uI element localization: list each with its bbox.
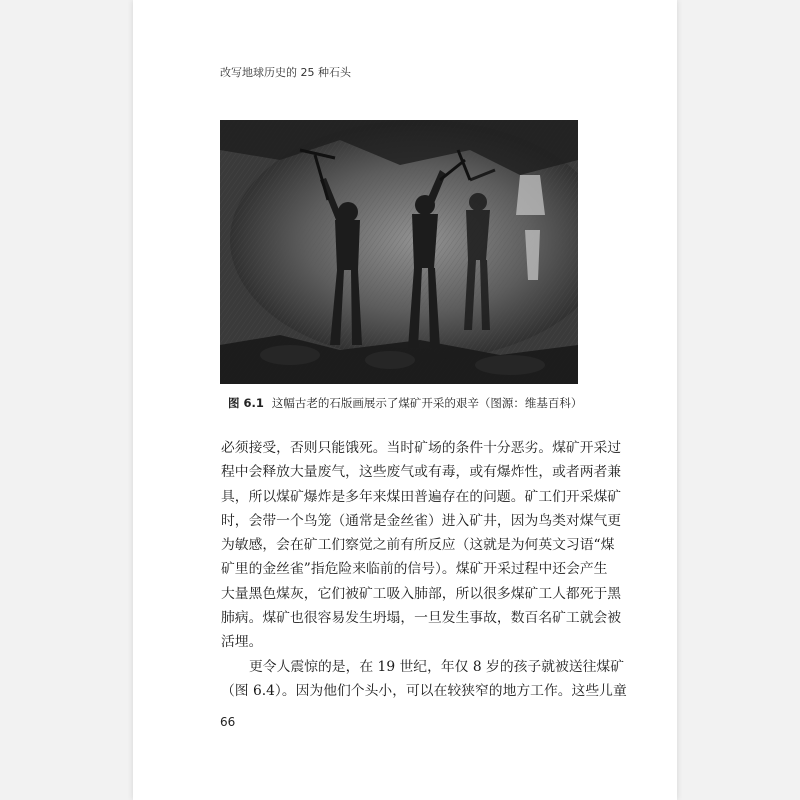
page-number: 66 — [220, 715, 236, 729]
body-line: 程中会释放大量废气，这些废气或有毒，或有爆炸性，或者两者兼 — [221, 464, 622, 481]
body-line: 更令人震惊的是，在 19 世纪，年仅 8 岁的孩子就被送往煤矿 — [249, 658, 625, 675]
body-line: （图 6.4）。因为他们个头小，可以在较狭窄的地方工作。这些儿童 — [221, 682, 627, 699]
body-line: 时，会带一个鸟笼（通常是金丝雀）进入矿井，因为鸟类对煤气更 — [221, 512, 622, 529]
book-page — [133, 0, 677, 800]
lithograph-figure — [220, 120, 578, 384]
figure-label: 图 6.1 — [228, 396, 264, 410]
figure-caption-text: 这幅古老的石版画展示了煤矿开采的艰辛（图源：维基百科） — [271, 396, 583, 410]
figure-caption — [228, 395, 608, 411]
body-line: 必须接受，否则只能饿死。当时矿场的条件十分恶劣。煤矿开采过 — [221, 440, 622, 456]
body-line: 肺病。煤矿也很容易发生坍塌，一旦发生事故，数百名矿工就会被 — [221, 610, 622, 627]
miners-lithograph-image — [220, 120, 578, 384]
body-line: 矿里的金丝雀”指危险来临前的信号）。煤矿开采过程中还会产生 — [221, 561, 608, 578]
body-line: 活埋。 — [221, 634, 263, 651]
body-line: 具，所以煤矿爆炸是多年来煤田普遍存在的问题。矿工们开采煤矿 — [221, 488, 622, 505]
body-text — [221, 436, 627, 703]
body-line: 为敏感，会在矿工们察觉之前有所反应（这就是为何英文习语“煤 — [221, 537, 615, 554]
running-head: 改写地球历史的 25 种石头 — [220, 66, 351, 79]
body-line: 大量黑色煤灰，它们被矿工吸入肺部，所以很多煤矿工人都死于黑 — [221, 585, 622, 602]
